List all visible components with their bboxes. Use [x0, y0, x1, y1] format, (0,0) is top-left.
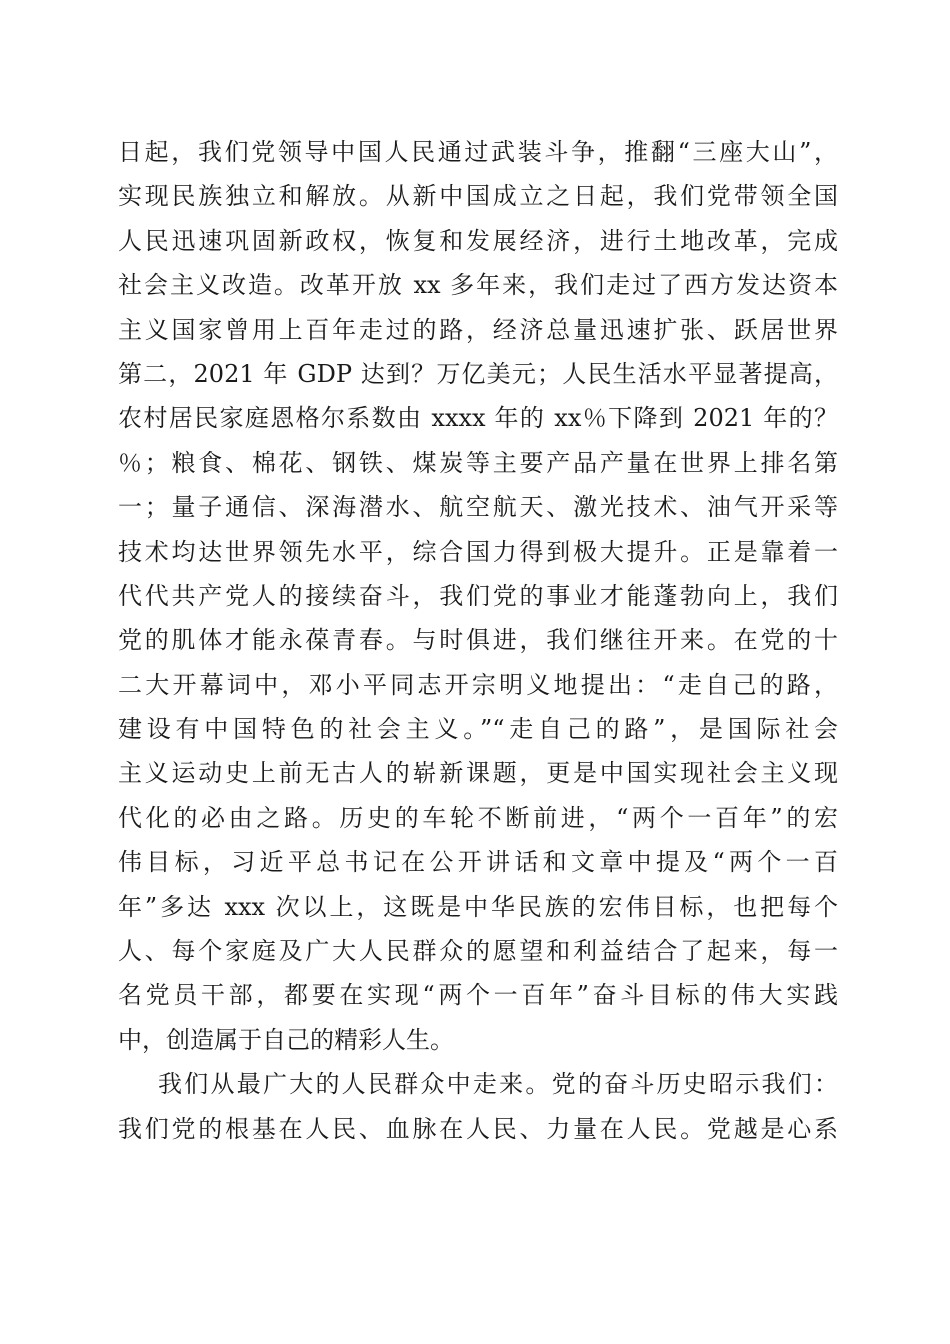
- text-line: 第二，2021 年 GDP 达到？万亿美元；人民生活水平显著提高，: [118, 359, 838, 388]
- text-line: 人民迅速巩固新政权，恢复和发展经济，进行土地改革，完成: [118, 226, 838, 255]
- text-line: 一；量子通信、深海潜水、航空航天、激光技术、油气开采等: [118, 493, 838, 522]
- paragraph-1: [118, 130, 838, 1062]
- text-line: 主义运动史上前无古人的崭新课题，更是中国实现社会主义现: [118, 759, 838, 788]
- text-line: 伟目标，习近平总书记在公开讲话和文章中提及“两个一百: [118, 848, 838, 877]
- document-body: [118, 130, 838, 1151]
- text-line: 党的肌体才能永葆青春。与时俱进，我们继往开来。在党的十: [118, 626, 838, 655]
- text-line: 主义国家曾用上百年走过的路，经济总量迅速扩张、跃居世界: [118, 315, 838, 344]
- text-line: 代化的必由之路。历史的车轮不断前进，“两个一百年”的宏: [118, 803, 838, 832]
- text-line: 代代共产党人的接续奋斗，我们党的事业才能蓬勃向上，我们: [118, 581, 838, 610]
- text-line: 中，创造属于自己的精彩人生。: [118, 1025, 454, 1054]
- text-line: 实现民族独立和解放。从新中国成立之日起，我们党带领全国: [118, 182, 838, 211]
- text-line: 人、每个家庭及广大人民群众的愿望和利益结合了起来，每一: [118, 937, 838, 966]
- text-line: ％；粮食、棉花、钢铁、煤炭等主要产品产量在世界上排名第: [118, 448, 838, 477]
- paragraph-2: [118, 1062, 838, 1151]
- text-line: 社会主义改造。改革开放 xx 多年来，我们走过了西方发达资本: [118, 271, 838, 300]
- text-line: 建设有中国特色的社会主义。”“走自己的路”，是国际社会: [118, 715, 838, 744]
- text-line: 名党员干部，都要在实现“两个一百年”奋斗目标的伟大实践: [118, 981, 838, 1010]
- text-line: 日起，我们党领导中国人民通过武装斗争，推翻“三座大山”，: [118, 138, 838, 166]
- text-line: 农村居民家庭恩格尔系数由 xxxx 年的 xx％下降到 2021 年的？: [118, 404, 838, 433]
- text-line: 我们从最广大的人民群众中走来。党的奋斗历史昭示我们：: [158, 1070, 838, 1099]
- text-line: 二大开幕词中，邓小平同志开宗明义地提出：“走自己的路，: [118, 670, 838, 699]
- text-line: 技术均达世界领先水平，综合国力得到极大提升。正是靠着一: [118, 537, 838, 566]
- text-line: 年”多达 xxx 次以上，这既是中华民族的宏伟目标，也把每个: [118, 892, 838, 921]
- text-line: 我们党的根基在人民、血脉在人民、力量在人民。党越是心系: [118, 1114, 838, 1143]
